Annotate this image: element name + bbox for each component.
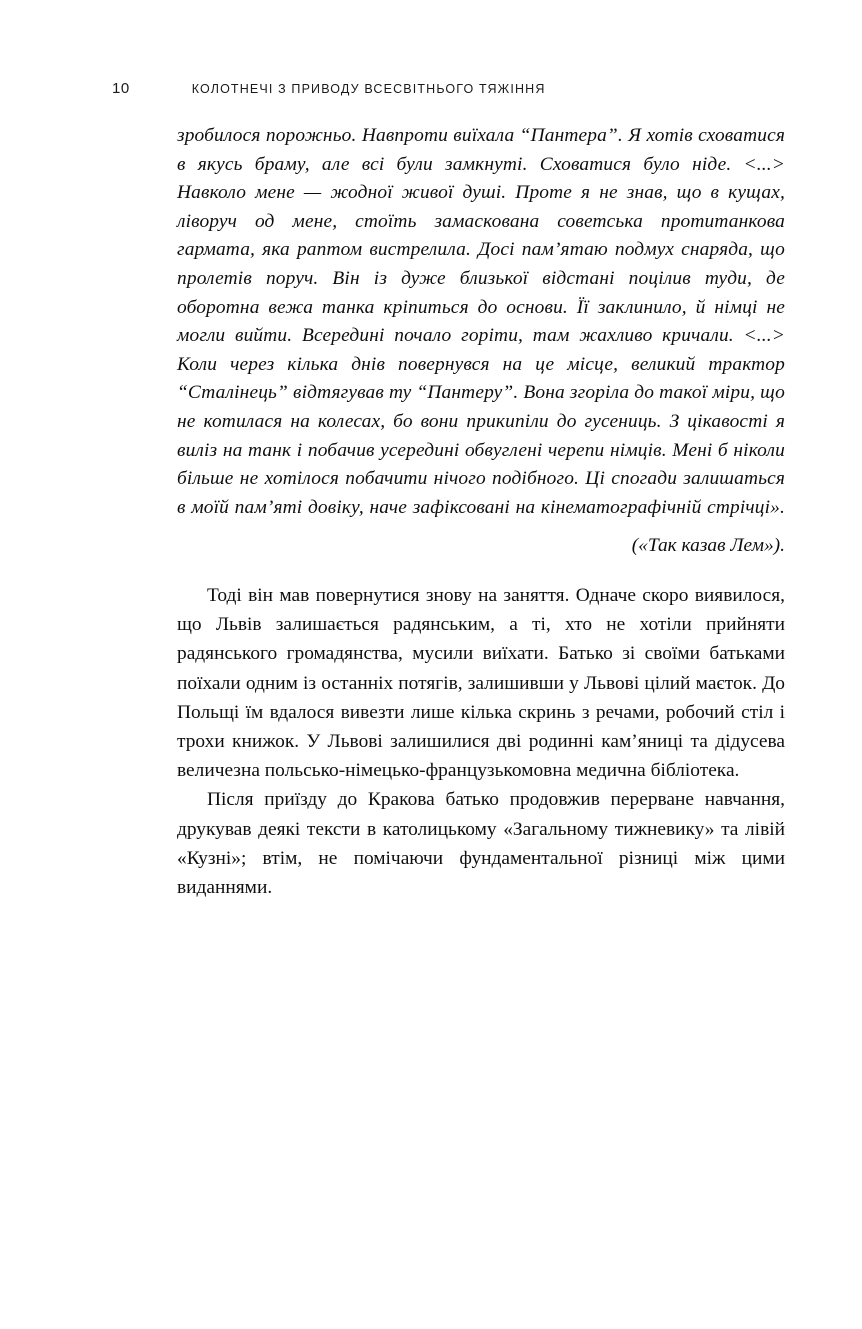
body-paragraph-1: Тоді він мав повернутися знову на заняття. Одначе скоро виявилося, що Львів залишається радянським, а ті, хто не хотіли прийняти радянського громадянства, мусили виїхати. Батько зі своїми батьками поїхали одним із останніх потягів, залишивши у Львові цілий маєток. До Польщі їм вдалося вивезти лише кілька скринь з речами, робочий стіл і трохи книжок. У Львові залишилися дві родинні кам’яниці та дідусева величезна польсько-німецько-французькомовна медична бібліотека.	[177, 584, 785, 782]
page-number: 10	[112, 80, 130, 97]
quote-attribution: («Так казав Лем»).	[631, 535, 785, 557]
body-paragraph-2: Після приїзду до Кракова батько продовжив перерване навчання, друкував деякі тексти в католицькому «Загальному тижневику» та лівій «Кузні»; втім, не помічаючи фундаментальної різниці між цими виданнями.	[177, 789, 785, 898]
block-quote	[177, 122, 785, 522]
running-title: КОЛОТНЕЧІ З ПРИВОДУ ВСЕСВІТНЬОГО ТЯЖІННЯ	[191, 82, 546, 96]
page-header	[112, 80, 792, 97]
quote-paragraph: зробилося порожньо. Навпроти виїхала “Пантера”. Я хотів сховатися в якусь браму, але всі були замкнуті. Сховатися було ніде. <...> Навколо мене — жодної живої душі. Проте я не знав, що в кущах, ліворуч од мене, стоїть замаскована советська протитанкова гармата, яка раптом вистрелила. Досі пам’ятаю подмух снаряда, що пролетів поруч. Він із дуже близької відстані поцілив туди, де оборотна вежа танка кріпиться до основи. Її заклинило, й німці не могли вийти. Всередині почало горіти, там жахливо кричали. <...> Коли через кілька днів повернувся на це місце, великий трактор “Сталінець” відтягував ту “Пантеру”. Вона згоріла до такої міри, що не котилася на колесах, бо вони прикипіли до гусениць. З цікавості я виліз на танк і побачив усередині обвуглені черепи німців. Мені б ніколи більше не хотілося побачити нічого подібного. Ці спогади залишаться в моїй пам’яті довіку, наче зафіксовані на кінематографічній стрічці».	[177, 125, 785, 518]
body-text	[177, 581, 785, 902]
page-content	[177, 122, 785, 902]
